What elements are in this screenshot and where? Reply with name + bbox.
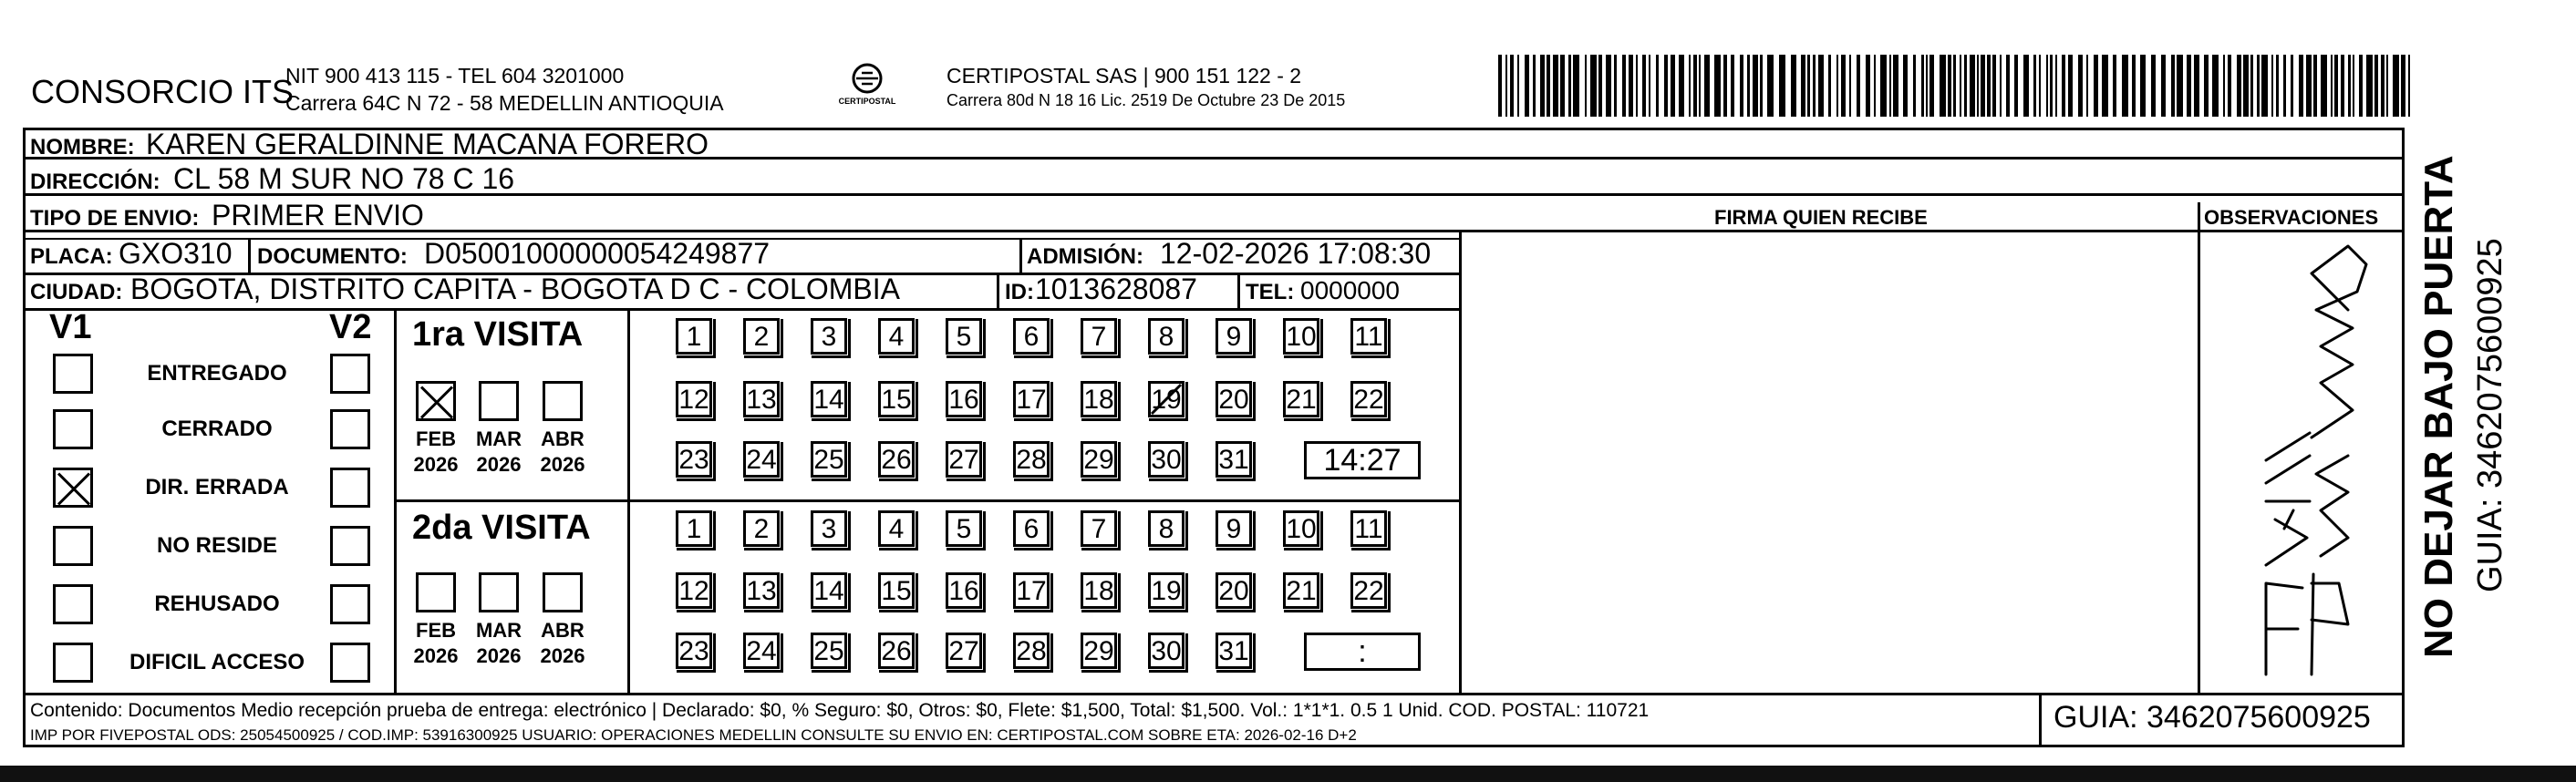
nombre-label: NOMBRE: bbox=[30, 135, 135, 159]
documento-value: D05001000000054249877 bbox=[424, 237, 771, 270]
day-box-21[interactable]: 21 bbox=[1283, 381, 1319, 417]
month-checkbox-abr[interactable] bbox=[543, 572, 583, 612]
month-checkbox-mar[interactable] bbox=[479, 381, 519, 421]
side-warning: NO DEJAR BAJO PUERTA bbox=[2416, 155, 2461, 658]
direccion-value: CL 58 M SUR NO 78 C 16 bbox=[173, 162, 515, 195]
certipostal-logo bbox=[830, 62, 905, 112]
month-checkbox-mar[interactable] bbox=[479, 572, 519, 612]
barcode bbox=[1498, 55, 2410, 117]
admision-value: 12-02-2026 17:08:30 bbox=[1160, 237, 1432, 270]
tipo-label: TIPO DE ENVIO: bbox=[30, 206, 200, 231]
day-box-31[interactable]: 31 bbox=[1216, 441, 1252, 478]
day-box-11[interactable]: 11 bbox=[1350, 510, 1387, 547]
ciudad-label: CIUDAD: bbox=[30, 280, 123, 304]
month-checkbox-abr[interactable] bbox=[543, 381, 583, 421]
month-label: FEB 2026 bbox=[413, 427, 459, 476]
day-box-7[interactable]: 7 bbox=[1081, 510, 1117, 547]
id-label: ID: bbox=[1005, 280, 1034, 304]
day-box-30[interactable]: 30 bbox=[1148, 441, 1185, 478]
day-box-25[interactable]: 25 bbox=[811, 633, 847, 669]
day-box-20[interactable]: 20 bbox=[1216, 381, 1252, 417]
day-box-17[interactable]: 17 bbox=[1013, 572, 1050, 609]
v2-checkbox-2[interactable] bbox=[330, 409, 370, 449]
month-checkbox-feb[interactable] bbox=[416, 381, 456, 421]
v1-checkbox-1[interactable] bbox=[53, 354, 93, 394]
day-box-6[interactable]: 6 bbox=[1013, 510, 1050, 547]
bottom-edge bbox=[0, 766, 2576, 782]
day-box-14[interactable]: 14 bbox=[811, 572, 847, 609]
v1-checkbox-2[interactable] bbox=[53, 409, 93, 449]
day-box-23[interactable]: 23 bbox=[676, 441, 712, 478]
day-box-26[interactable]: 26 bbox=[878, 441, 915, 478]
ciudad-value: BOGOTA, DISTRITO CAPITA - BOGOTA D C - COLOMBIA bbox=[130, 273, 900, 305]
day-box-13[interactable]: 13 bbox=[743, 572, 780, 609]
documento-label: DOCUMENTO: bbox=[257, 244, 408, 269]
day-box-20[interactable]: 20 bbox=[1216, 572, 1252, 609]
day-box-10[interactable]: 10 bbox=[1283, 510, 1319, 547]
footer-guia: GUIA: 3462075600925 bbox=[2054, 700, 2371, 735]
day-box-19[interactable]: 19 bbox=[1148, 572, 1185, 609]
address-line: Carrera 64C N 72 - 58 MEDELLIN ANTIOQUIA bbox=[285, 91, 724, 115]
day-box-12[interactable]: 12 bbox=[676, 572, 712, 609]
v1-label: V1 bbox=[49, 308, 92, 346]
day-box-9[interactable]: 9 bbox=[1216, 510, 1252, 547]
time-box[interactable]: : bbox=[1304, 633, 1421, 671]
day-box-3[interactable]: 3 bbox=[811, 318, 847, 355]
day-box-15[interactable]: 15 bbox=[878, 381, 915, 417]
day-box-19[interactable]: 19 bbox=[1148, 381, 1185, 417]
status-label: NO RESIDE bbox=[156, 533, 278, 558]
v2-checkbox-5[interactable] bbox=[330, 584, 370, 624]
v2-checkbox-6[interactable] bbox=[330, 643, 370, 683]
v1-checkbox-3[interactable] bbox=[53, 468, 93, 508]
day-box-22[interactable]: 22 bbox=[1350, 572, 1387, 609]
day-box-24[interactable]: 24 bbox=[743, 441, 780, 478]
v1-checkbox-5[interactable] bbox=[53, 584, 93, 624]
day-box-29[interactable]: 29 bbox=[1081, 441, 1117, 478]
day-box-15[interactable]: 15 bbox=[878, 572, 915, 609]
day-box-8[interactable]: 8 bbox=[1148, 318, 1185, 355]
v1-checkbox-4[interactable] bbox=[53, 526, 93, 566]
day-box-24[interactable]: 24 bbox=[743, 633, 780, 669]
day-box-16[interactable]: 16 bbox=[946, 572, 982, 609]
nombre-value: KAREN GERALDINNE MACANA FORERO bbox=[146, 128, 709, 160]
handwritten-observation bbox=[2202, 237, 2403, 693]
day-box-16[interactable]: 16 bbox=[946, 381, 982, 417]
day-box-13[interactable]: 13 bbox=[743, 381, 780, 417]
company-name: CONSORCIO ITS bbox=[31, 73, 295, 110]
day-box-4[interactable]: 4 bbox=[878, 510, 915, 547]
day-box-17[interactable]: 17 bbox=[1013, 381, 1050, 417]
tel-value: 0000000 bbox=[1300, 276, 1401, 304]
nit-line: NIT 900 413 115 - TEL 604 3201000 bbox=[285, 64, 625, 87]
day-box-5[interactable]: 5 bbox=[946, 510, 982, 547]
v2-checkbox-3[interactable] bbox=[330, 468, 370, 508]
month-label: MAR 2026 bbox=[475, 427, 522, 476]
day-box-30[interactable]: 30 bbox=[1148, 633, 1185, 669]
day-box-29[interactable]: 29 bbox=[1081, 633, 1117, 669]
id-value: 1013628087 bbox=[1035, 273, 1197, 305]
status-label: DIR. ERRADA bbox=[145, 475, 289, 499]
day-box-18[interactable]: 18 bbox=[1081, 381, 1117, 417]
status-label: DIFICIL ACCESO bbox=[129, 650, 305, 674]
day-box-27[interactable]: 27 bbox=[946, 633, 982, 669]
month-label: ABR 2026 bbox=[540, 619, 585, 667]
day-box-2[interactable]: 2 bbox=[743, 510, 780, 547]
admision-label: ADMISIÓN: bbox=[1027, 244, 1143, 269]
v2-checkbox-4[interactable] bbox=[330, 526, 370, 566]
time-box[interactable]: 14:27 bbox=[1304, 441, 1421, 479]
day-box-8[interactable]: 8 bbox=[1148, 510, 1185, 547]
day-box-26[interactable]: 26 bbox=[878, 633, 915, 669]
v2-label: V2 bbox=[329, 308, 372, 346]
day-box-2[interactable]: 2 bbox=[743, 318, 780, 355]
tel-label: TEL: bbox=[1246, 280, 1295, 304]
day-box-25[interactable]: 25 bbox=[811, 441, 847, 478]
certipostal-address: Carrera 80d N 18 16 Lic. 2519 De Octubre 23 De 2015 bbox=[947, 91, 1346, 109]
day-box-5[interactable]: 5 bbox=[946, 318, 982, 355]
status-label: REHUSADO bbox=[154, 592, 280, 616]
day-box-4[interactable]: 4 bbox=[878, 318, 915, 355]
day-box-9[interactable]: 9 bbox=[1216, 318, 1252, 355]
month-label: MAR 2026 bbox=[475, 619, 522, 667]
status-label: ENTREGADO bbox=[147, 361, 287, 386]
day-box-21[interactable]: 21 bbox=[1283, 572, 1319, 609]
day-box-6[interactable]: 6 bbox=[1013, 318, 1050, 355]
day-box-14[interactable]: 14 bbox=[811, 381, 847, 417]
day-box-22[interactable]: 22 bbox=[1350, 381, 1387, 417]
imp-text: IMP POR FIVEPOSTAL ODS: 25054500925 / COD.IMP: 53916300925 USUARIO: OPERACIONES MEDELLIN CONSULTE SU ENVIO EN: CERTIPOSTAL.COM SOBRE ETA: 2026-02-16 D+2 bbox=[30, 726, 1357, 744]
certipostal-line: CERTIPOSTAL SAS | 900 151 122 - 2 bbox=[947, 64, 1302, 87]
day-box-10[interactable]: 10 bbox=[1283, 318, 1319, 355]
first-visit-title: 1ra VISITA bbox=[412, 315, 584, 354]
day-box-23[interactable]: 23 bbox=[676, 633, 712, 669]
day-box-31[interactable]: 31 bbox=[1216, 633, 1252, 669]
month-label: FEB 2026 bbox=[413, 619, 459, 667]
tipo-value: PRIMER ENVIO bbox=[212, 199, 424, 232]
contenido-text: Contenido: Documentos Medio recepción prueba de entrega: electrónico | Declarado: $0, % Seguro: $0, Otros: $0, Flete: $1,500, Total: $1,500. Vol.: 1*1*1. 0.5 1 Unid. COD. POSTAL: 110721 bbox=[30, 700, 1650, 721]
v2-checkbox-1[interactable] bbox=[330, 354, 370, 394]
observaciones-label: OBSERVACIONES bbox=[2204, 206, 2379, 229]
direccion-label: DIRECCIÓN: bbox=[30, 170, 160, 194]
day-box-11[interactable]: 11 bbox=[1350, 318, 1387, 355]
status-label: CERRADO bbox=[161, 417, 273, 441]
day-box-28[interactable]: 28 bbox=[1013, 633, 1050, 669]
side-guia: GUIA: 3462075600925 bbox=[2471, 238, 2509, 592]
second-visit-title: 2da VISITA bbox=[412, 509, 591, 547]
month-checkbox-feb[interactable] bbox=[416, 572, 456, 612]
day-box-27[interactable]: 27 bbox=[946, 441, 982, 478]
firma-label: FIRMA QUIEN RECIBE bbox=[1714, 206, 1928, 229]
placa-value: GXO310 bbox=[119, 237, 233, 270]
day-box-1[interactable]: 1 bbox=[676, 510, 712, 547]
day-box-18[interactable]: 18 bbox=[1081, 572, 1117, 609]
day-box-1[interactable]: 1 bbox=[676, 318, 712, 355]
logo-text: CERTIPOSTAL bbox=[838, 97, 896, 106]
day-box-28[interactable]: 28 bbox=[1013, 441, 1050, 478]
day-box-3[interactable]: 3 bbox=[811, 510, 847, 547]
v1-checkbox-6[interactable] bbox=[53, 643, 93, 683]
day-box-7[interactable]: 7 bbox=[1081, 318, 1117, 355]
placa-label: PLACA: bbox=[30, 244, 113, 269]
day-box-12[interactable]: 12 bbox=[676, 381, 712, 417]
header bbox=[0, 0, 2576, 132]
month-label: ABR 2026 bbox=[540, 427, 585, 476]
